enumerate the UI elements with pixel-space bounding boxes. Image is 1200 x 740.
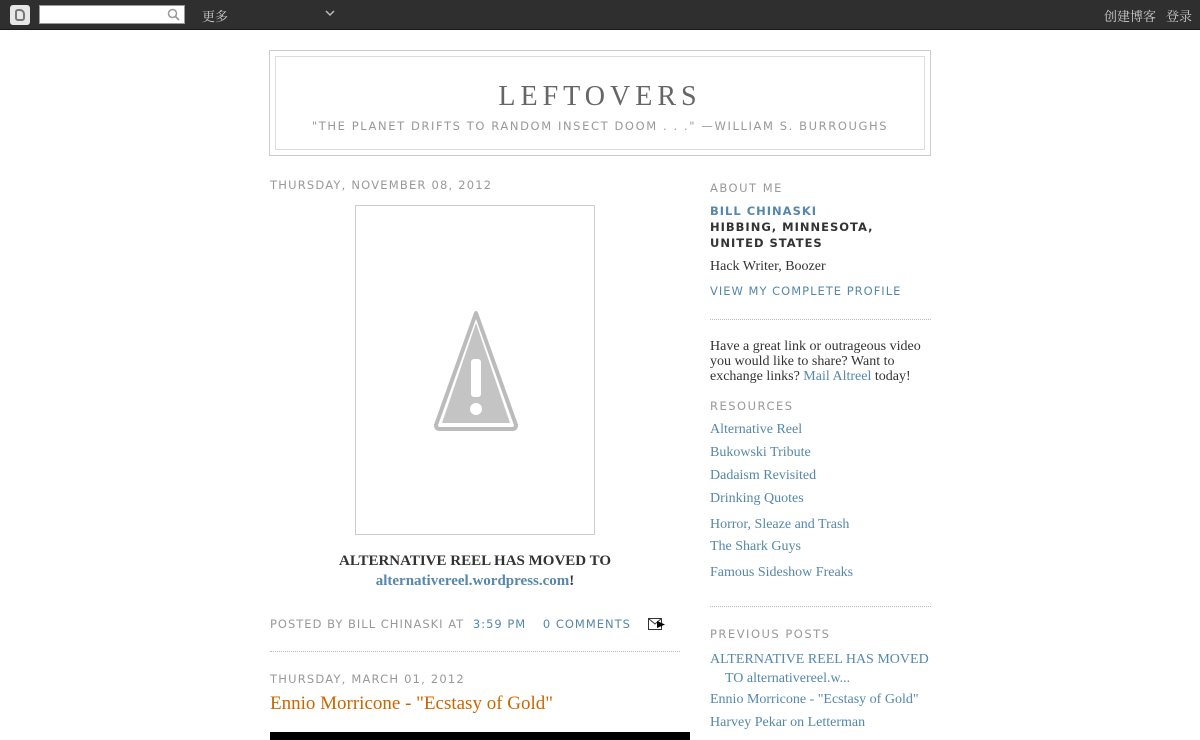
resource-link[interactable]: The Shark Guys [710, 539, 801, 554]
profile-name-link[interactable]: BILL CHINASKI [710, 204, 818, 218]
resource-link[interactable]: Bukowski Tribute [710, 445, 811, 460]
sidebar-divider [710, 319, 931, 320]
email-post-icon[interactable] [648, 618, 666, 631]
resource-link[interactable]: Alternative Reel [710, 422, 803, 437]
warning-icon [432, 309, 520, 431]
blogger-navbar [0, 0, 1200, 30]
previous-post-link[interactable]: Ennio Morricone - "Ecstasy of Gold" [710, 692, 919, 707]
share-text-block [710, 339, 931, 384]
resource-link[interactable]: Famous Sideshow Freaks [710, 565, 854, 580]
resource-link[interactable]: Horror, Sleaze and Trash [710, 517, 850, 532]
embedded-video[interactable] [270, 732, 690, 740]
search-icon[interactable] [167, 8, 180, 21]
post-footer [270, 617, 680, 631]
post-body-link[interactable]: alternativereel.wordpress.com [375, 573, 570, 589]
post-body-suffix: ! [569, 573, 575, 589]
profile-bio: Hack Writer, Boozer [710, 259, 826, 274]
blog-title[interactable]: LEFTOVERS [498, 81, 702, 112]
comments-link[interactable]: 0 COMMENTS [542, 617, 631, 631]
post-date: THURSDAY, MARCH 01, 2012 [270, 672, 465, 686]
profile-location: HIBBING, MINNESOTA, UNITED STATES [710, 220, 874, 250]
posted-by-text: POSTED BY BILL CHINASKI AT [270, 617, 465, 631]
mail-altreel-link[interactable]: Mail Altreel [803, 369, 872, 384]
chevron-down-icon[interactable] [325, 8, 335, 18]
share-suffix: today! [874, 369, 911, 384]
post-divider [270, 651, 680, 652]
blog-header [269, 50, 931, 156]
search-input[interactable] [39, 5, 185, 24]
post-time-link[interactable]: 3:59 PM [472, 617, 527, 631]
blog-description: "THE PLANET DRIFTS TO RANDOM INSECT DOOM . . ." —WILLIAM S. BURROUGHS [311, 119, 889, 133]
resources-heading: RESOURCES [710, 399, 794, 413]
post-image-placeholder[interactable] [355, 205, 595, 535]
resource-link[interactable]: Dadaism Revisited [710, 468, 817, 483]
share-text: Have a great link or outrageous video you would like to share? Want to exchange links? [710, 339, 921, 384]
blogger-logo-icon[interactable] [10, 5, 30, 25]
resource-link[interactable]: Drinking Quotes [710, 491, 804, 506]
post-body-text: ALTERNATIVE REEL HAS MOVED TO [338, 553, 612, 569]
view-profile-link[interactable]: VIEW MY COMPLETE PROFILE [710, 284, 902, 298]
previous-post-link[interactable]: ALTERNATIVE REEL HAS MOVED TO alternativereel.w... [710, 652, 929, 686]
about-heading: ABOUT ME [710, 181, 783, 195]
main-column [270, 178, 690, 714]
previous-posts-heading: PREVIOUS POSTS [710, 627, 831, 641]
create-blog-link[interactable]: 创建博客 [1103, 10, 1156, 25]
sidebar-divider [710, 606, 931, 607]
login-link[interactable]: 登录 [1165, 10, 1192, 25]
post-title[interactable]: Ennio Morricone - "Ecstasy of Gold" [270, 693, 554, 714]
post-body [270, 551, 680, 591]
more-menu[interactable]: 更多 [202, 10, 229, 25]
previous-post-link[interactable]: Harvey Pekar on Letterman [710, 715, 866, 730]
post-date: THURSDAY, NOVEMBER 08, 2012 [270, 178, 493, 192]
